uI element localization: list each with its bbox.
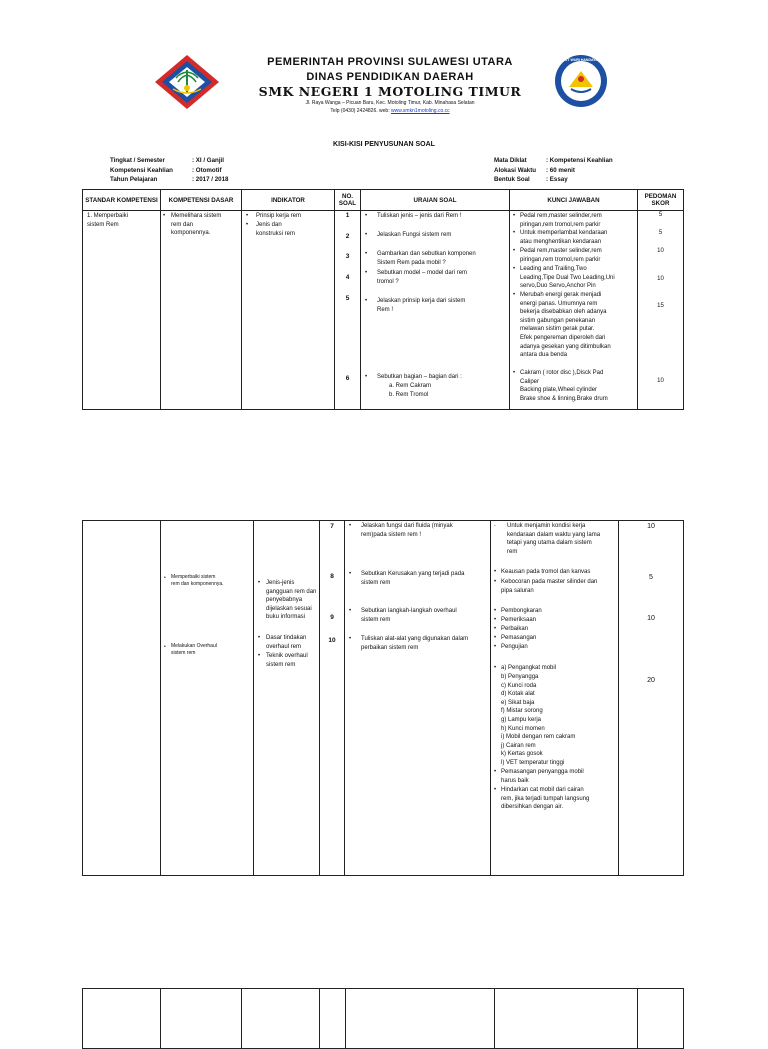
bullet-icon: • xyxy=(494,635,497,641)
question-number: 10 xyxy=(328,637,336,644)
bullet-icon: • xyxy=(164,575,166,581)
question-number: 1 xyxy=(345,212,350,219)
answer-text: Hindarkan cat mobil dari cairan rem, jika terjadi tumpah langsung dibersihkan dengan air. xyxy=(501,787,590,811)
question-number: 9 xyxy=(330,614,334,621)
score-value: 20 xyxy=(647,677,655,684)
bullet-icon: • xyxy=(349,636,352,642)
bullet-icon: • xyxy=(258,653,261,659)
bullet-icon: • xyxy=(494,644,497,650)
score-value: 10 xyxy=(657,378,664,384)
question-text: Tuliskan jenis – jenis dari Rem ! xyxy=(377,213,462,219)
bullet-icon: • xyxy=(494,617,497,623)
empty-cell xyxy=(83,989,161,1049)
question-subitem: a. Rem Cakram xyxy=(389,383,432,389)
header-government: PEMERINTAH PROVINSI SULAWESI UTARA xyxy=(267,56,513,68)
answer-text: Pedal rem,master selinder,rem piringan,rem tromol,rem parkir xyxy=(520,213,602,228)
bullet-icon: • xyxy=(246,213,249,219)
header-web-link[interactable]: www.smkn1motoling.co.cc xyxy=(390,108,450,114)
bullet-icon: • xyxy=(246,222,249,228)
header-contact xyxy=(230,108,550,114)
meta-right xyxy=(494,156,613,185)
meta-left xyxy=(110,156,228,185)
bullet-icon: • xyxy=(258,580,261,586)
question-number: 2 xyxy=(345,233,350,240)
grid-table-2 xyxy=(82,520,684,876)
indicator-text: Prinsip kerja rem xyxy=(256,213,302,219)
answer-list: b) Penyangga c) Kunci roda d) Kotak alat e) Sikat baja f) Mistar sorong g) Lampu kerja h) Kunci momen i) Mobil dengan rem cakram j) Cairan rem k) Kertas gosok l) VET temperatur tinggi xyxy=(501,674,576,766)
meta-key: Alokasi Waktu xyxy=(494,166,537,174)
grid-table-1 xyxy=(82,189,684,410)
bullet-icon: • xyxy=(494,569,497,575)
empty-cell xyxy=(161,989,242,1049)
bullet-icon: • xyxy=(349,608,352,614)
indicator-text: Teknik overhaul sistem rem xyxy=(266,653,308,668)
bullet-icon: • xyxy=(258,635,261,641)
header-address: Jl. Raya Wanga – Picuan Baru, Kec. Motoling Timur, Kab. Minahasa Selatan xyxy=(305,100,475,106)
empty-cell xyxy=(320,989,346,1049)
sk-text: 1. Memperbaiki sistem Rem xyxy=(87,213,129,228)
answer-text: a) Pengangkat mobil xyxy=(501,665,557,671)
question-text: Tuliskan alat-alat yang digunakan dalam perbaikan sistem rem xyxy=(361,636,469,651)
bullet-icon: - xyxy=(494,523,496,529)
empty-cell xyxy=(495,989,638,1049)
kd-text: Melakukan Overhaul sistem rem xyxy=(171,643,217,656)
question-text: Jelaskan fungsi dari fluida (minyak rem)pada sistem rem ! xyxy=(361,523,453,538)
answer-text: Perbaikan xyxy=(501,626,529,632)
meta-value: : XI / Ganjil xyxy=(192,157,224,164)
col-header-question: URAIAN SOAL xyxy=(361,190,510,211)
answer-text: Untuk memperlambat kendaraan atau menghentikan kendaraan xyxy=(520,230,608,245)
col-header-no: NO. SOAL xyxy=(335,190,361,211)
meta-key: Mata Diklat xyxy=(494,157,527,164)
answer-text: Untuk menjamin kondisi kerja kendaraan dalam waktu yang lama tetapi yang utama dalam sistem rem xyxy=(507,523,601,555)
question-text: Sebutkan Kerusakan yang terjadi pada sistem rem xyxy=(361,571,465,586)
indicator-text: Jenis dan konstruksi rem xyxy=(256,222,296,237)
score-value: 10 xyxy=(657,276,664,282)
province-logo-icon xyxy=(153,53,221,111)
header-phone: Telp (0430) 2424826. web: xyxy=(330,108,391,114)
bullet-icon: • xyxy=(494,665,497,671)
meta-value: : Kompetensi Keahlian xyxy=(546,157,613,164)
question-text: Sebutkan model – model dari rem tromol ? xyxy=(377,270,468,285)
bullet-icon: • xyxy=(513,266,516,272)
answer-text: Leading and Trailing,Two Leading,Tipe Dual Two Leading,Uni servo,Duo Servo,Anchor Pin xyxy=(520,266,615,290)
kd-text: Memperbaiki sistem rem dan komponennya. xyxy=(171,574,224,587)
bullet-icon: • xyxy=(494,579,497,585)
answer-text: Pemeriksaan xyxy=(501,617,537,623)
question-number: 7 xyxy=(330,523,334,530)
indicator-text: Dasar tindakan overhaul rem xyxy=(266,635,307,650)
indicator-text: Jenis-jenis gangguan rem dan penyebabnya dijelaskan sesuai buku informasi xyxy=(266,580,317,621)
meta-key: Kompetensi Keahlian xyxy=(110,166,173,174)
question-number: 3 xyxy=(345,253,350,260)
question-text: Jelaskan prinsip kerja dari sistem Rem ! xyxy=(377,298,466,313)
meta-key: Tingkat / Semester xyxy=(110,157,165,164)
bullet-icon: • xyxy=(494,626,497,632)
bullet-icon: • xyxy=(163,213,166,219)
question-number: 5 xyxy=(345,295,350,302)
score-value: 10 xyxy=(647,523,655,530)
meta-key: Tahun Pelajaran xyxy=(110,176,158,183)
answer-text: Cakram ( rotor disc ),Disck Pad Caliper Backing plate,Wheel cylinder Brake shoe & linning,Brake drum xyxy=(520,370,608,402)
meta-value: : Essay xyxy=(546,176,568,183)
kd-text: Memelihara sistem rem dan komponennya. xyxy=(171,213,222,237)
bullet-icon: • xyxy=(164,644,166,650)
score-value: 5 xyxy=(649,574,653,581)
score-value: 10 xyxy=(647,615,655,622)
answer-text: Kebocoran pada master silinder dan pipa saluran xyxy=(501,579,598,594)
answer-text: Merubah energi gerak menjadi energi panas. Umumnya rem bekerja disebabkan oleh adanya sistim gabungan penekanan melawan sistim gerak putar. Efek pengereman diperoleh dari adanya gesekan yang ditimbulkan antara dua benda xyxy=(520,292,611,359)
bullet-icon: • xyxy=(513,248,516,254)
question-text: Gambarkan dan sebutkan komponen Sistem Rem pada mobil ? xyxy=(377,251,476,266)
answer-text: Keausan pada tromol dan kanvas xyxy=(501,569,591,575)
col-header-indicator: INDIKATOR xyxy=(242,190,335,211)
question-text: Sebutkan langkah-langkah overhaul sistem rem xyxy=(361,608,457,623)
score-value: 15 xyxy=(657,303,664,309)
question-text: Jelaskan Fungsi sistem rem xyxy=(377,232,452,238)
answer-text: Pemasangan xyxy=(501,635,537,641)
score-value: 10 xyxy=(657,248,664,254)
empty-cell xyxy=(638,989,684,1049)
col-header-answer: KUNCI JAWABAN xyxy=(510,190,638,211)
question-subitem: b. Rem Tromol xyxy=(389,392,429,398)
bullet-icon: • xyxy=(494,608,497,614)
bullet-icon: • xyxy=(365,213,368,219)
bullet-icon: • xyxy=(513,213,516,219)
score-value: 5 xyxy=(658,230,663,236)
meta-value: : Otomotif xyxy=(192,166,222,174)
bullet-icon: • xyxy=(365,251,368,257)
meta-value: : 60 menit xyxy=(546,166,575,174)
bullet-icon: • xyxy=(513,230,516,236)
grid-table-3 xyxy=(82,988,684,1049)
bullet-icon: • xyxy=(513,370,516,376)
question-number: 6 xyxy=(345,375,350,382)
bullet-icon: • xyxy=(513,292,516,298)
answer-text: Pedal rem,master selinder,rem piringan,rem tromol,rem parkir xyxy=(520,248,602,263)
bullet-icon: • xyxy=(365,298,368,304)
bullet-icon: • xyxy=(365,270,368,276)
col-header-kd: KOMPETENSI DASAR xyxy=(161,190,242,211)
header-school: SMK NEGERI 1 MOTOLING TIMUR xyxy=(258,84,522,99)
question-text: Sebutkan bagian – bagian dari : xyxy=(377,374,462,380)
document-title: KISI-KISI PENYUSUNAN SOAL xyxy=(333,141,435,148)
logo-right-lettering: TUT WURI HANDAYANI xyxy=(562,58,602,62)
col-header-score: PEDOMAN SKOR xyxy=(638,190,684,211)
bullet-icon: • xyxy=(494,769,497,775)
bullet-icon: • xyxy=(494,787,497,793)
answer-text: Pemasangan penyangga mobil harus baik xyxy=(501,769,584,784)
answer-text: Pembongkaran xyxy=(501,608,542,614)
answer-text: Pengujian xyxy=(501,644,528,650)
question-number: 8 xyxy=(330,573,334,580)
score-value: 5 xyxy=(658,212,663,218)
meta-key: Bentuk Soal xyxy=(494,176,530,183)
question-number: 4 xyxy=(345,274,350,281)
col-header-sk: STANDAR KOMPETENSI xyxy=(83,190,161,211)
bullet-icon: • xyxy=(365,374,368,380)
bullet-icon: • xyxy=(365,232,368,238)
meta-value: : 2017 / 2018 xyxy=(192,176,229,183)
empty-cell xyxy=(346,989,495,1049)
bullet-icon: • xyxy=(349,571,352,577)
empty-cell xyxy=(242,989,320,1049)
bullet-icon: • xyxy=(349,523,352,529)
header-department: DINAS PENDIDIKAN DAERAH xyxy=(306,71,474,83)
